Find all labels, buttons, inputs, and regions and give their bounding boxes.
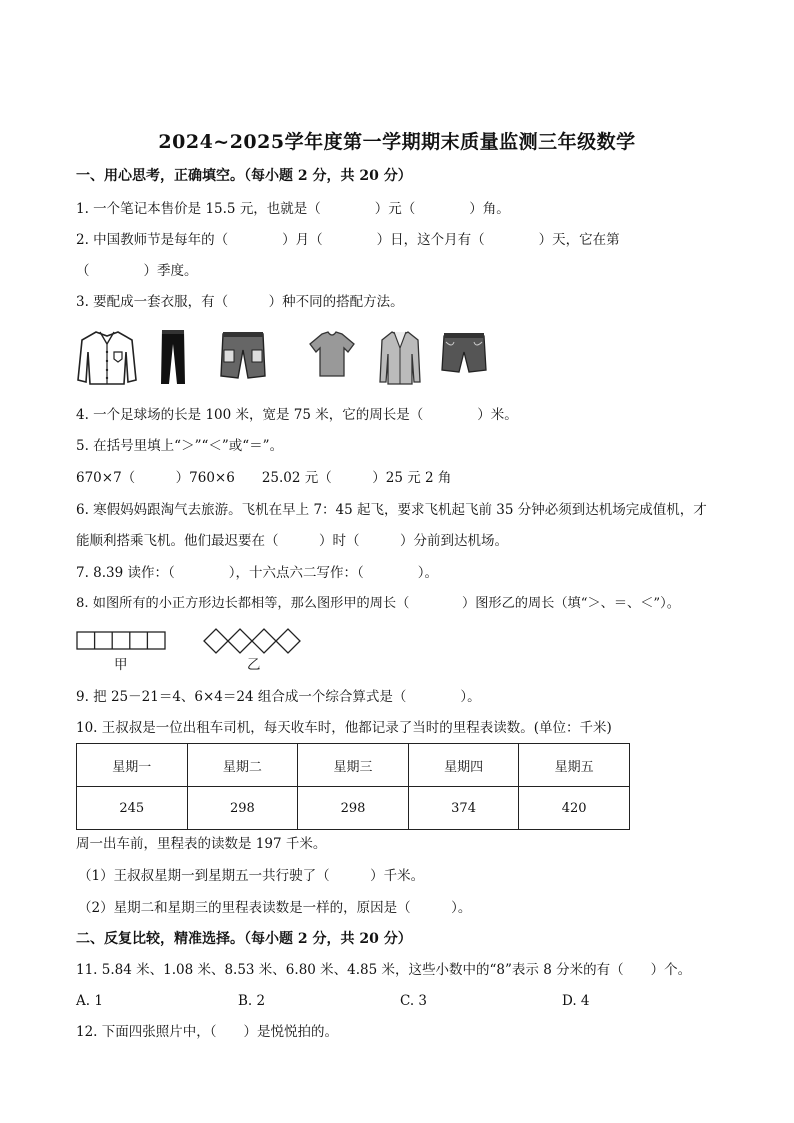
figure-yi-diamonds bbox=[202, 626, 304, 656]
page-title: 2024~2025学年度第一学期期末质量监测三年级数学 bbox=[158, 131, 636, 153]
option-d: D. 4 bbox=[562, 993, 590, 1009]
figure-yi-label: 乙 bbox=[247, 657, 261, 673]
question-2-cont: （ ）季度。 bbox=[76, 263, 198, 279]
figure-jia-squares bbox=[76, 630, 168, 652]
table-row bbox=[77, 787, 630, 830]
question-5: 5. 在括号里填上“＞”“＜”或“＝”。 bbox=[76, 438, 284, 454]
option-c: C. 3 bbox=[400, 993, 428, 1009]
question-5-items: 670×7（ ）760×6 25.02 元（ ）25 元 2 角 bbox=[76, 470, 452, 486]
question-2: 2. 中国教师节是每年的（ ）月（ ）日，这个月有（ ）天，它在第 bbox=[76, 232, 620, 248]
question-6: 6. 寒假妈妈跟淘气去旅游。飞机在早上 7：45 起飞，要求飞机起飞前 35 分钟必须到达机场完成值机，才 bbox=[76, 502, 707, 518]
question-4: 4. 一个足球场的长是 100 米，宽是 75 米，它的周长是（ ）米。 bbox=[76, 407, 518, 423]
figure-jia-label: 甲 bbox=[114, 657, 128, 673]
coat-icon bbox=[378, 328, 422, 386]
table-cell: 298 bbox=[298, 787, 409, 830]
table-header-cell: 星期二 bbox=[187, 744, 298, 787]
option-b: B. 2 bbox=[238, 993, 266, 1009]
question-6-cont: 能顺利搭乘飞机。他们最迟要在（ ）时（ ）分前到达机场。 bbox=[76, 533, 508, 549]
long-pants-icon bbox=[158, 328, 188, 386]
table-header-cell: 星期四 bbox=[408, 744, 519, 787]
denim-shorts-icon bbox=[440, 328, 488, 378]
question-11: 11. 5.84 米、1.08 米、8.53 米、6.80 米、4.85 米，这些小数中的“8”表示 8 分米的有（ ）个。 bbox=[76, 962, 692, 978]
tshirt-icon bbox=[308, 328, 356, 380]
question-10-part-1: （1）王叔叔星期一到星期五一共行驶了（ ）千米。 bbox=[78, 868, 425, 884]
table-header-cell: 星期五 bbox=[519, 744, 630, 787]
section-2-heading: 二、反复比较，精准选择。（每小题 2 分，共 20 分） bbox=[76, 931, 412, 947]
table-cell: 420 bbox=[519, 787, 630, 830]
question-10-note: 周一出车前，里程表的读数是 197 千米。 bbox=[76, 836, 327, 852]
mileage-table bbox=[76, 743, 630, 830]
question-3: 3. 要配成一套衣服，有（ ）种不同的搭配方法。 bbox=[76, 294, 404, 310]
clothes-pictures bbox=[76, 328, 496, 388]
question-9: 9. 把 25－21＝4、6×4＝24 组合成一个综合算式是（ ）。 bbox=[76, 689, 481, 705]
table-header-cell: 星期三 bbox=[298, 744, 409, 787]
question-8: 8. 如图所有的小正方形边长都相等，那么图形甲的周长（ ）图形乙的周长（填“＞、＝、＜”）。 bbox=[76, 596, 680, 611]
option-a: A. 1 bbox=[76, 993, 103, 1009]
question-1: 1. 一个笔记本售价是 15.5 元，也就是（ ）元（ ）角。 bbox=[76, 201, 510, 217]
table-cell: 374 bbox=[408, 787, 519, 830]
shirt-icon bbox=[76, 328, 138, 386]
shorts-icon bbox=[220, 328, 266, 384]
section-1-heading: 一、用心思考，正确填空。（每小题 2 分，共 20 分） bbox=[76, 168, 412, 184]
question-10-part-2: （2）星期二和星期三的里程表读数是一样的，原因是（ ）。 bbox=[78, 900, 472, 916]
table-header-cell: 星期一 bbox=[77, 744, 188, 787]
question-7: 7. 8.39 读作：（ ），十六点六二写作：（ ）。 bbox=[76, 565, 439, 581]
table-cell: 298 bbox=[187, 787, 298, 830]
table-header-row bbox=[77, 744, 630, 787]
table-cell: 245 bbox=[77, 787, 188, 830]
question-10: 10. 王叔叔是一位出租车司机，每天收车时，他都记录了当时的里程表读数。(单位：千米) bbox=[76, 720, 612, 736]
question-12: 12. 下面四张照片中，（ ）是悦悦拍的。 bbox=[76, 1024, 339, 1040]
